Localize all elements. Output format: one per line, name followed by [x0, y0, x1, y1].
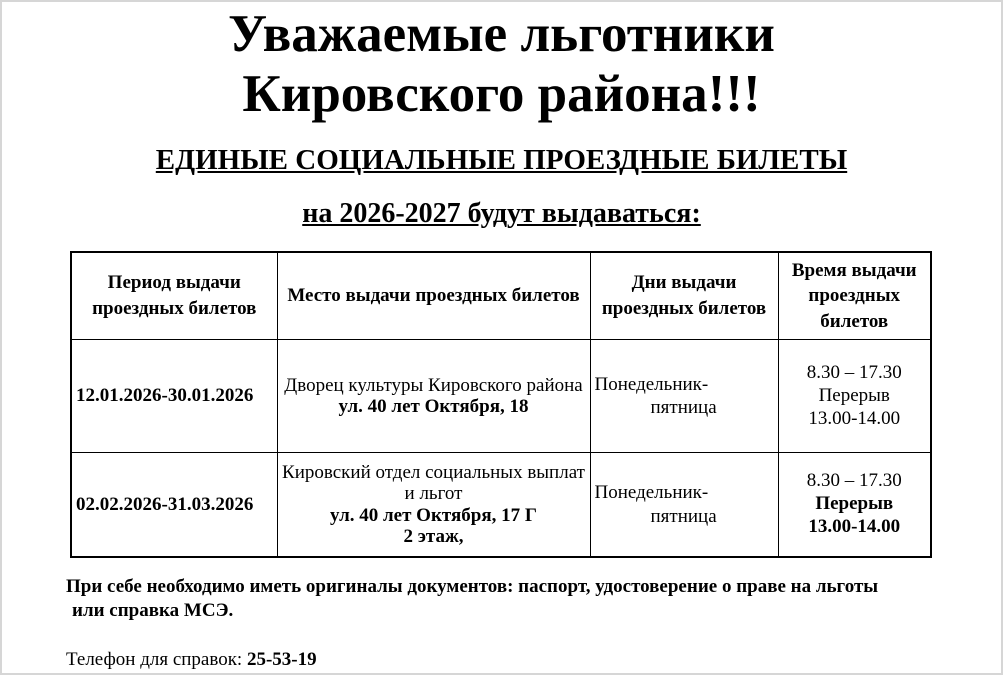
place-address: ул. 40 лет Октября, 17 Г: [330, 504, 537, 526]
time-break-hours: 13.00-14.00: [808, 515, 901, 537]
place-name: Кировский отдел социальных выплат и льгот: [282, 461, 585, 505]
table-row: [71, 340, 931, 453]
column-header-period: Период выдачи проездных билетов: [71, 252, 277, 340]
phone-label: Телефон для справок:: [66, 649, 243, 671]
time-hours: 8.30 – 17.30: [806, 362, 902, 384]
column-header-place: Место выдачи проездных билетов: [277, 252, 590, 340]
page-title: [2, 5, 1001, 125]
days-cell: [590, 453, 778, 557]
phone-number: 25-53-19: [246, 649, 317, 671]
documents-note-line1: При себе необходимо иметь оригиналы документов: паспорт, удостоверение о праве на льготы: [66, 575, 879, 597]
time-hours: 8.30 – 17.30: [806, 470, 902, 492]
column-header-days: Дни выдачи проездных билетов: [590, 252, 778, 340]
phone-line: [66, 649, 1001, 671]
days-cell: [590, 340, 778, 453]
subtitle-period: на 2026-2027 будут выдаваться:: [302, 197, 701, 229]
place-cell: [277, 453, 590, 557]
documents-note: [66, 575, 946, 624]
time-break-label: Перерыв: [815, 493, 894, 515]
column-header-time: Время выдачи проездных билетов: [778, 252, 931, 340]
days-line2: пятница: [650, 505, 717, 527]
days-line1: Понедельник-: [594, 373, 709, 395]
subtitle-tickets: ЕДИНЫЕ СОЦИАЛЬНЫЕ ПРОЕЗДНЫЕ БИЛЕТЫ: [155, 143, 848, 176]
time-cell: [778, 453, 931, 557]
days-line2: пятница: [650, 397, 717, 419]
place-name: Дворец культуры Кировского района: [284, 374, 583, 396]
time-break-hours: 13.00-14.00: [808, 407, 901, 429]
page-title-line2: Кировского района!!!: [242, 64, 761, 123]
time-cell: [778, 340, 931, 453]
days-line1: Понедельник-: [594, 481, 709, 503]
period-cell: 02.02.2026-31.03.2026: [71, 453, 277, 557]
time-break-label: Перерыв: [818, 384, 890, 406]
period-cell: 12.01.2026-30.01.2026: [71, 340, 277, 453]
place-cell: [277, 340, 590, 453]
table-row: [71, 453, 931, 557]
place-address: ул. 40 лет Октября, 18: [338, 396, 529, 418]
place-floor: 2 этаж,: [403, 525, 464, 547]
page-title-line1: Уважаемые льготники: [228, 5, 775, 63]
schedule-table: [70, 251, 932, 558]
table-header-row: [71, 252, 931, 340]
documents-note-line2: или справка МСЭ.: [72, 600, 234, 622]
